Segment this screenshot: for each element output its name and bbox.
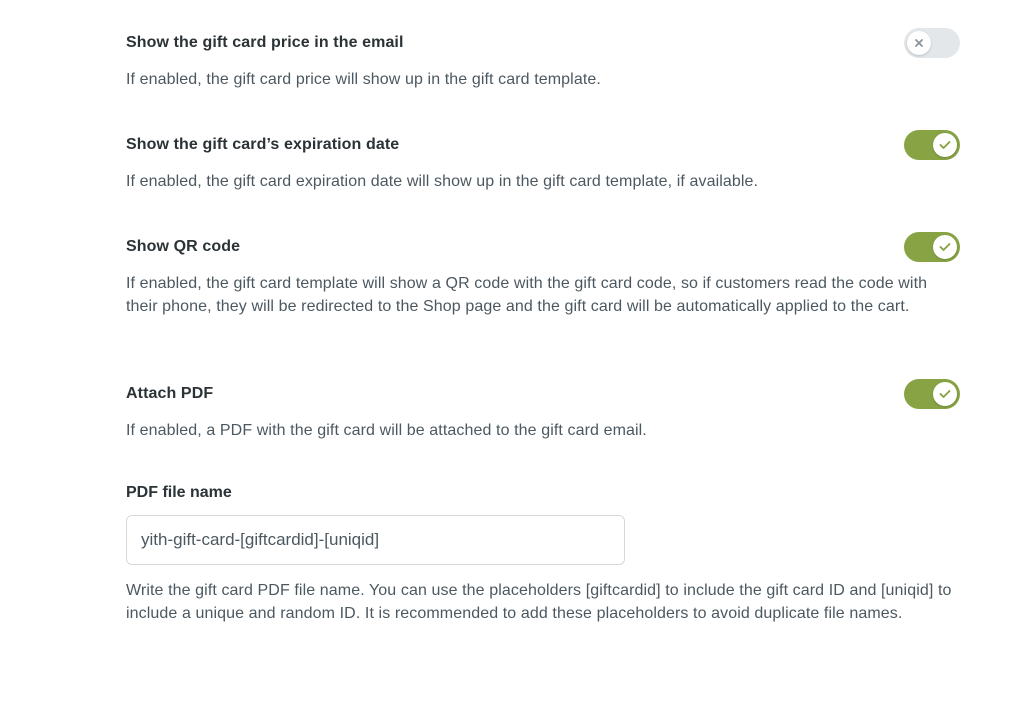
setting-title: Show the gift card’s expiration date bbox=[126, 136, 400, 153]
check-icon bbox=[939, 389, 951, 399]
toggle-knob bbox=[933, 382, 957, 406]
pdf-file-name-input[interactable] bbox=[126, 515, 625, 565]
setting-show-price bbox=[126, 33, 966, 91]
setting-description: If enabled, the gift card price will show up in the gift card template. bbox=[126, 71, 601, 88]
toggle-knob bbox=[907, 31, 931, 55]
setting-description: If enabled, the gift card template will show a QR code with the gift card code, so if customers read the code with their phone, they will be redirected to the Shop page and the gift card will be automatically applied to the cart. bbox=[126, 275, 928, 315]
setting-title: Show the gift card price in the email bbox=[126, 34, 404, 51]
setting-show-qr-code bbox=[126, 237, 966, 318]
setting-title: Show QR code bbox=[126, 238, 241, 255]
pdf-file-name-label: PDF file name bbox=[126, 484, 232, 501]
attach-pdf-toggle[interactable] bbox=[904, 379, 960, 409]
toggle-knob bbox=[933, 235, 957, 259]
pdf-file-name-description: Write the gift card PDF file name. You can use the placeholders [giftcardid] to include the gift card ID and [uniqid] to include a unique and random ID. It is recommended to add these placeholders to avoid duplicate file names. bbox=[126, 582, 952, 622]
setting-description: If enabled, the gift card expiration date will show up in the gift card template, if available. bbox=[126, 173, 759, 190]
check-icon bbox=[939, 242, 951, 252]
show-expiration-toggle[interactable] bbox=[904, 130, 960, 160]
setting-title: Attach PDF bbox=[126, 385, 214, 402]
setting-show-expiration bbox=[126, 135, 966, 193]
close-icon bbox=[914, 38, 924, 48]
setting-attach-pdf bbox=[126, 384, 966, 442]
setting-description: If enabled, a PDF with the gift card will be attached to the gift card email. bbox=[126, 422, 647, 439]
show-price-toggle[interactable] bbox=[904, 28, 960, 58]
setting-pdf-file-name bbox=[126, 483, 966, 625]
check-icon bbox=[939, 140, 951, 150]
show-qr-code-toggle[interactable] bbox=[904, 232, 960, 262]
toggle-knob bbox=[933, 133, 957, 157]
